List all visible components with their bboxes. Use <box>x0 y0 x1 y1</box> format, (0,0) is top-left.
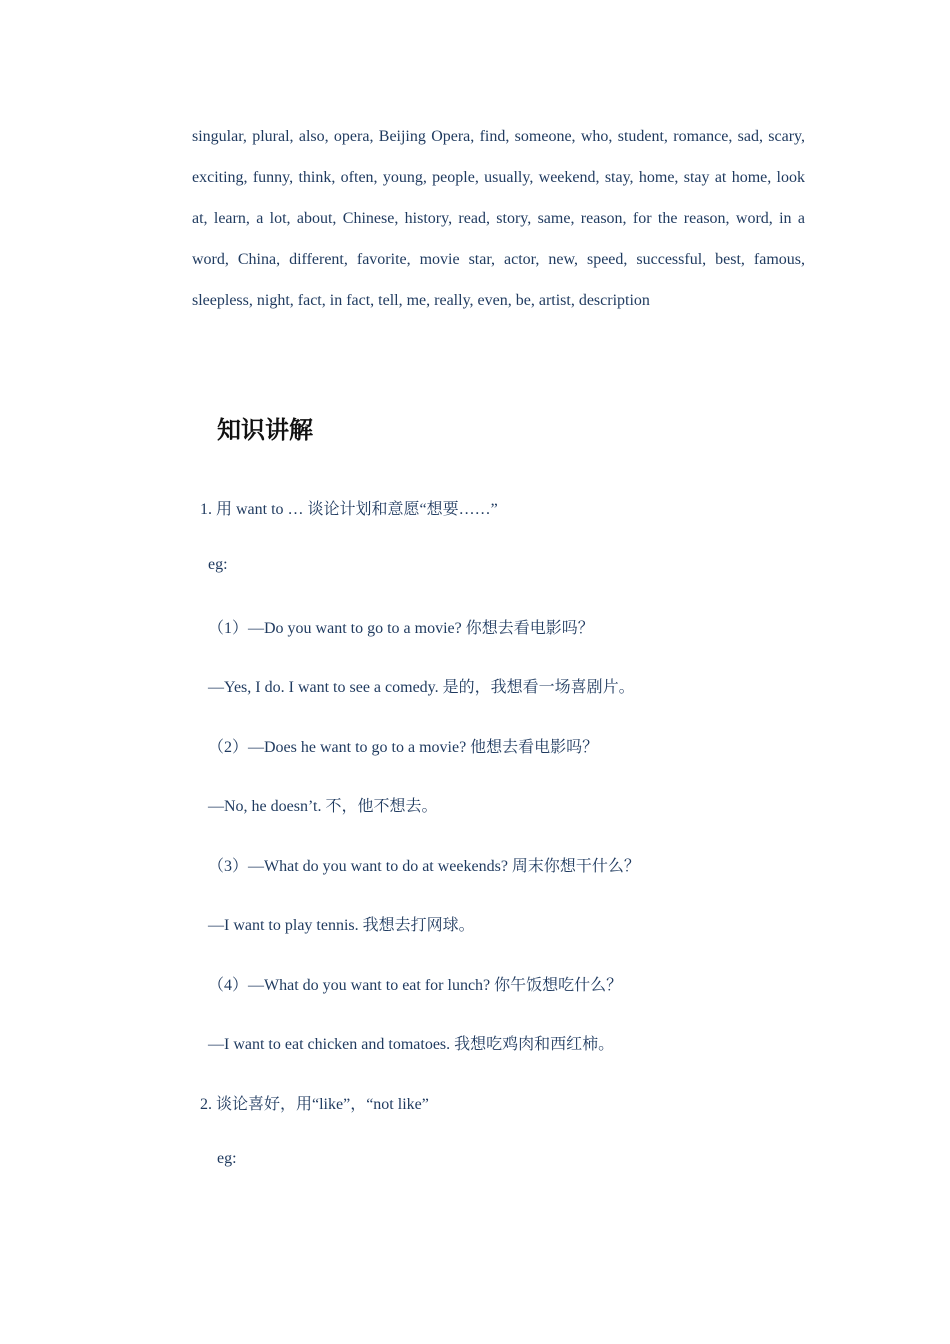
point-2-eg-label: eg: <box>217 1150 237 1167</box>
section-title: 知识讲解 <box>217 416 313 444</box>
example-1-answer: —Yes, I do. I want to see a comedy. 是的，我想看一场喜剧片。 <box>208 679 635 696</box>
example-3-question: （3）—What do you want to do at weekends? 周末你想干什么？ <box>208 858 640 875</box>
example-2-question: （2）—Does he want to go to a movie? 他想去看电影吗？ <box>208 739 599 756</box>
example-4-answer: —I want to eat chicken and tomatoes. 我想吃鸡肉和西红柿。 <box>208 1036 615 1053</box>
vocabulary-list: singular, plural, also, opera, Beijing Opera, find, someone, who, student, romance, sad, scary, exciting, funny, think, often, young, people, usually, weekend, stay, home, stay at home, look at, learn, a lot, about, Chinese, history, read, story, same, reason, for the reason, word, in a word, China, different, favorite, movie star, actor, new, speed, successful, best, famous, sleepless, night, fact, in fact, tell, me, really, even, be, artist, description <box>192 128 805 309</box>
point-1-title: 1. 用 want to … 谈论计划和意愿“想要……” <box>200 501 498 518</box>
point-2-title: 2. 谈论喜好，用“like”，“not like” <box>200 1096 429 1113</box>
point-1-eg-label: eg: <box>208 556 228 573</box>
example-2-answer: —No, he doesn’t. 不，他不想去。 <box>208 798 438 815</box>
example-1-question: （1）—Do you want to go to a movie? 你想去看电影吗？ <box>208 620 594 637</box>
example-3-answer: —I want to play tennis. 我想去打网球。 <box>208 917 475 934</box>
example-4-question: （4）—What do you want to eat for lunch? 你午饭想吃什么？ <box>208 977 623 994</box>
